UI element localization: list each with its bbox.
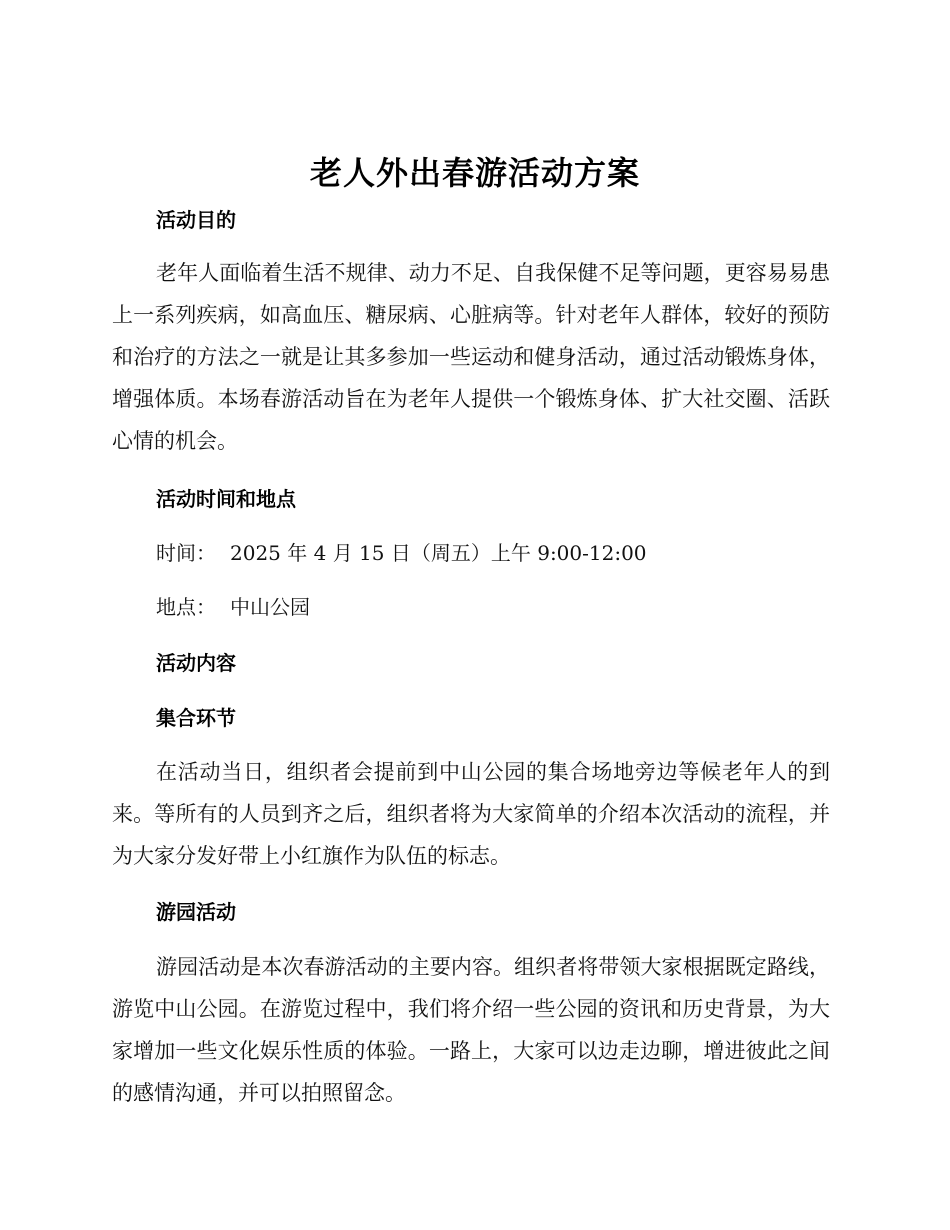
section-heading-purpose: 活动目的	[156, 208, 236, 232]
paragraph-purpose: 老年人面临着生活不规律、动力不足、自我保健不足等问题，更容易易患上一系列疾病，如高血压、糖尿病、心脏病等。针对老年人群体，较好的预防和治疗的方法之一就是让其多参加一些运动和健身活动，通过活动锻炼身体，增强体质。本场春游活动旨在为老年人提供一个锻炼身体、扩大社交圈、活跃心情的机会。	[112, 261, 830, 453]
paragraph-tour: 游园活动是本次春游活动的主要内容。组织者将带领大家根据既定路线，游览中山公园。在游览过程中，我们将介绍一些公园的资讯和历史背景，为大家增加一些文化娱乐性质的体验。一路上，大家可以边走边聊，增进彼此之间的感情沟通，并可以拍照留念。	[112, 955, 830, 1105]
section-heading-tour: 游园活动	[156, 900, 236, 924]
section-heading-content: 活动内容	[156, 651, 236, 675]
time-label: 时间：	[156, 541, 216, 565]
section-heading-gathering: 集合环节	[156, 706, 236, 730]
document-title: 老人外出春游活动方案	[309, 154, 640, 192]
info-time	[156, 538, 647, 568]
paragraph-gathering: 在活动当日，组织者会提前到中山公园的集合场地旁边等候老年人的到来。等所有的人员到齐之后，组织者将为大家简单的介绍本次活动的流程，并为大家分发好带上小红旗作为队伍的标志。	[112, 760, 830, 868]
time-value: 2025 年 4 月 15 日（周五）上午 9:00-12:00	[230, 541, 647, 565]
section-heading-time-place: 活动时间和地点	[156, 487, 296, 511]
place-label: 地点：	[156, 595, 216, 619]
info-place	[156, 592, 310, 622]
place-value: 中山公园	[230, 595, 310, 619]
